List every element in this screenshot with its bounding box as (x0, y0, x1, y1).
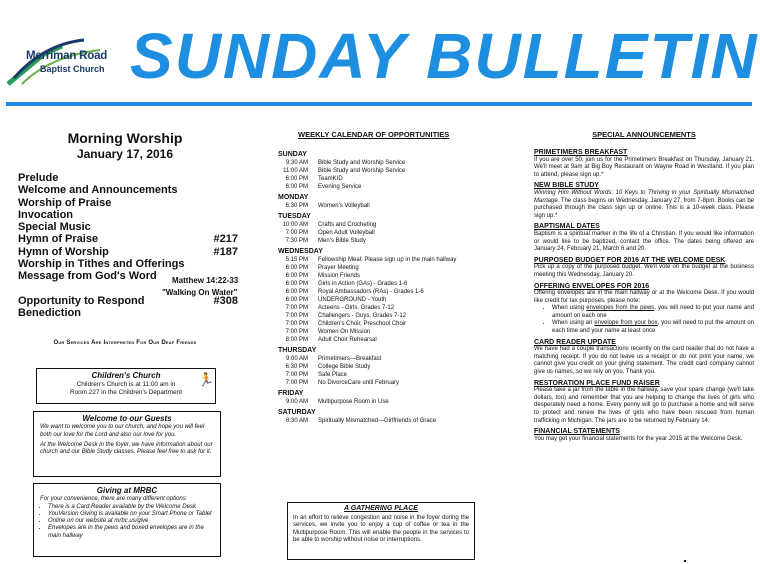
event-name: Safe Place (318, 372, 348, 378)
event-time: 6:30 PM (285, 203, 308, 209)
church-name-sub: Baptist Church (40, 64, 105, 74)
order-item: Benediction (18, 307, 81, 320)
event-time: 7:00 PM (285, 313, 308, 319)
calendar-day: WEDNESDAY (278, 248, 323, 255)
announcements-heading: SPECIAL ANNOUNCEMENTS (592, 130, 696, 139)
church-name: Merriman Road (26, 50, 108, 62)
event-name: Bible Study and Worship Service (318, 168, 406, 174)
calendar-event (278, 272, 478, 280)
calendar-event (278, 336, 478, 344)
calendar-event (278, 256, 478, 264)
giving-option: • Online on our website at mrbc.us/give (48, 518, 214, 525)
event-name: Prayer Meeting (318, 265, 359, 271)
giving-option: • There is a Card Reader available by the Welcome Desk (48, 504, 214, 511)
calendar-event (278, 379, 478, 387)
calendar-event (278, 355, 478, 363)
event-name: Open Adult Volleyball (318, 230, 375, 236)
event-time: 6:00 PM (285, 273, 308, 279)
order-item: Worship in Tithes and Offerings (18, 258, 185, 271)
calendar-day: THURSDAY (278, 347, 317, 354)
announcement-title: FINANCIAL STATEMENTS (534, 428, 620, 436)
child-running-icon: 🏃 (198, 372, 215, 387)
event-name: No DivorceCare until February (318, 380, 400, 386)
order-item: Welcome and Announcements (18, 184, 178, 197)
event-time: 11:00 AM (283, 168, 308, 174)
calendar-day: SATURDAY (278, 409, 316, 416)
weekly-calendar (278, 148, 478, 425)
event-time: 9:30 AM (285, 160, 308, 166)
order-item: Opportunity to Respond #308 (18, 294, 238, 307)
giving-heading: Giving at MRBC (96, 486, 158, 495)
header-divider (6, 102, 752, 106)
childrens-church-heading: Children's Church (91, 371, 161, 380)
calendar-event (278, 175, 478, 183)
calendar-event (278, 417, 478, 425)
event-name: Adult Choir Rehearsal (318, 337, 377, 343)
calendar-event (278, 312, 478, 320)
announcement-title: RESTORATION PLACE FUND RAISER (534, 379, 660, 387)
event-time: 8:30 AM (285, 418, 308, 424)
event-time: 9:00 AM (285, 356, 308, 362)
announcements: PRIMETIMERS BREAKFAST If you are over 50, join us for the Primetimers Breakfast on Thursday, January 21. We'll meet at 9am at Big Boy Restaurant on Wayne Road in Westland. If you plan to attend, please sign up.* NEW BIBLE STUDY Winning Him Without Words: 10 Keys to Thriving in your Spiritually Mismatched Marriage. The class begins on Wednesday, January 27, from 7-8pm. Books can be purchased through the class sign up or online. This is a 10-week class. Please sign up.* BAPTISMAL DATES Baptism is a spiritual marker in the life of a Christian. If you would like information or would like to be baptized, contact the office. The dates being offered are January 24, February 21, March 6 and 20. PURPOSED BUDGET FOR 2016 AT THE WELCOME DESK Pick up a copy of the purposed budget. We'll vote on the budget at the business meeting this Wednesday, January 20. OFFERING ENVELOPES FOR 2016 Offering envelopes are in the main hallway or at the Welcome Desk. If you would like credit for tax purposes, please note: • When using envelopes from the pews, you will need to put your name and amount on each one • When using an envelope from your box, you will need to put the amount on each time and your name at least once CARD READER UPDATE We have had a couple transactions recently on the card reader that do not have a matching receipt. If you do not leave us a receipt or do not print your name, we cannot give you credit on your giving statement. The credit card company cannot give us names, so we rely on you. Thank you. RESTORATION PLACE FUND RAISER Please take a jar from the table in the hallway, save your spare change (we'll take dollars, too) and remember that you are helping to change the lives of girls who desperately need a home. Every penny will go to purchase a home and will serve to protect and renew the lives of girls who have been rescued from human trafficking in Michigan. The jars are to be returned by February 14. FINANCIAL STATEMENTS You may get your financial statements for the year 2015 at the Welcome Desk. (534, 146, 754, 443)
announcement-title: NEW BIBLE STUDY (534, 182, 599, 190)
gathering-place-box: A GATHERING PLACE In an effort to relieve congestion and noise in the foyer during the services, we invite you to enjoy a cup of coffee or tea in the Multipurpose Room. This will enable the people in the services to be able to worship without noise or interruptions. (287, 502, 475, 560)
giving-option: • Envelopes are in the pews and boxed envelopes are in the main hallway (48, 525, 214, 540)
event-time: 7:00 PM (285, 329, 308, 335)
event-name: Girls in Action (GAs) - Grades 1-6 (318, 281, 408, 287)
calendar-event (278, 237, 478, 245)
guests-heading: Welcome to our Guests (82, 414, 172, 423)
event-name: Fellowship Meal: Please sign up in the main hallway (318, 257, 457, 263)
event-time: 7:00 PM (285, 372, 308, 378)
event-time: 6:00 PM (285, 289, 308, 295)
calendar-event (278, 288, 478, 296)
scripture-reference: Matthew 14:22-33 (172, 276, 239, 285)
event-name: Challengers - Guys, Grades 7-12 (318, 313, 407, 319)
order-item: Worship of Praise (18, 196, 112, 209)
event-time: 6:00 PM (285, 297, 308, 303)
calendar-event (278, 167, 478, 175)
calendar-event (278, 398, 478, 406)
event-name: Men's Bible Study (318, 238, 366, 244)
calendar-event (278, 229, 478, 237)
gathering-heading: A GATHERING PLACE (344, 505, 418, 512)
event-name: Women's Volleyball (318, 203, 370, 209)
event-time: 7:30 PM (285, 238, 308, 244)
giving-option: • YouVersion Giving is available on your Smart Phone or Tablet (48, 511, 214, 518)
calendar-event (278, 296, 478, 304)
event-name: Bible Study and Worship Service (318, 160, 406, 166)
announcement-title: OFFERING ENVELOPES FOR 2016 (534, 282, 650, 290)
calendar-heading: WEEKLY CALENDAR OF OPPORTUNITIES (298, 130, 450, 139)
event-name: UNDERGROUND - Youth (318, 297, 387, 303)
event-time: 6:00 PM (285, 281, 308, 287)
event-name: Multipurpose Room in Use (318, 399, 389, 405)
calendar-event (278, 221, 478, 229)
event-time: 6:30 PM (285, 364, 308, 370)
calendar-event (278, 280, 478, 288)
calendar-day: SUNDAY (278, 151, 307, 158)
event-time: 7:00 PM (285, 321, 308, 327)
stray-dot (684, 560, 686, 562)
order-item: Hymn of Praise #217 (18, 233, 238, 246)
worship-date: January 17, 2016 (76, 147, 174, 161)
calendar-day: MONDAY (278, 194, 309, 201)
calendar-day: FRIDAY (278, 390, 304, 397)
calendar-event (278, 183, 478, 191)
order-item: Special Music (18, 221, 91, 234)
event-name: Spiritually Mismatched—Girlfriends of Grace (318, 418, 437, 424)
deaf-interpretation-note: Our Services Are Interpreted For Our Deaf Friends (53, 340, 197, 346)
calendar-event (278, 159, 478, 167)
calendar-event (278, 202, 478, 210)
event-time: 8:00 PM (285, 337, 308, 343)
order-of-worship (18, 172, 238, 320)
order-item: Message from God's Word (18, 270, 157, 283)
announcement-title: CARD READER UPDATE (534, 338, 616, 346)
event-name: Children's Choir, Preschool Choir (318, 321, 407, 327)
event-time: 10:00 AM (282, 222, 308, 228)
order-item: Hymn of Worship #187 (18, 245, 238, 258)
calendar-event (278, 320, 478, 328)
childrens-church-box: Children's Church Children's Church is at 11:00 am in Room 227 in the Children's Department (36, 368, 216, 404)
welcome-guests-box: Welcome to our Guests We want to welcome you to our church, and hope you will feel both our love for the Lord and also our love for you. At the Welcome Desk in the foyer, we have information about our church and our Bible Study classes. Please feel free to ask for it. (33, 411, 221, 477)
event-name: Evening Service (318, 184, 362, 190)
event-time: 9:00 AM (285, 399, 308, 405)
event-name: Crafts and Crocheting (318, 222, 377, 228)
event-time: 7:00 PM (285, 305, 308, 311)
sermon-title: "Walking On Water" (162, 288, 238, 297)
calendar-event (278, 328, 478, 336)
event-time: 6:00 PM (285, 176, 308, 182)
event-name: Royal Ambassadors (RAs) - Grades 1-6 (318, 289, 424, 295)
event-time: 6:00 PM (285, 184, 308, 190)
event-name: Mission Friends (318, 273, 361, 279)
announcement-title: PRIMETIMERS BREAKFAST (534, 149, 628, 156)
event-name: Women On Mission (318, 329, 371, 335)
giving-box: Giving at MRBC For your convenience, there are many different options: • There is a Card Reader available by the Welcome Desk • YouVersion Giving is available on your Smart Phone or Tablet • Online on our website at mrbc.us/give • Envelopes are in the pews and boxed envelopes are in the main hallway (33, 483, 221, 557)
event-name: College Bible Study (318, 364, 371, 370)
announcement-title: PURPOSED BUDGET FOR 2016 AT THE WELCOME DESK (534, 256, 726, 264)
event-time: 7:00 PM (285, 380, 308, 386)
event-name: Primetimers—Breakfast (318, 356, 382, 362)
order-item: Prelude (18, 172, 59, 184)
bulletin-title: SUNDAY BULLETIN (130, 20, 759, 92)
event-time: 7:00 PM (285, 230, 308, 236)
order-item: Invocation (18, 208, 74, 221)
announcement-title: BAPTISMAL DATES (534, 223, 600, 231)
event-name: Acteens - Girls, Grades 7-12 (318, 305, 395, 311)
event-name: TeamKID (318, 176, 343, 182)
event-time: 6:00 PM (285, 265, 308, 271)
calendar-event (278, 371, 478, 379)
event-time: 5:15 PM (285, 257, 308, 263)
calendar-event (278, 264, 478, 272)
calendar-day: TUESDAY (278, 213, 311, 220)
calendar-event (278, 304, 478, 312)
calendar-event (278, 363, 478, 371)
worship-title: Morning Worship (67, 130, 183, 146)
